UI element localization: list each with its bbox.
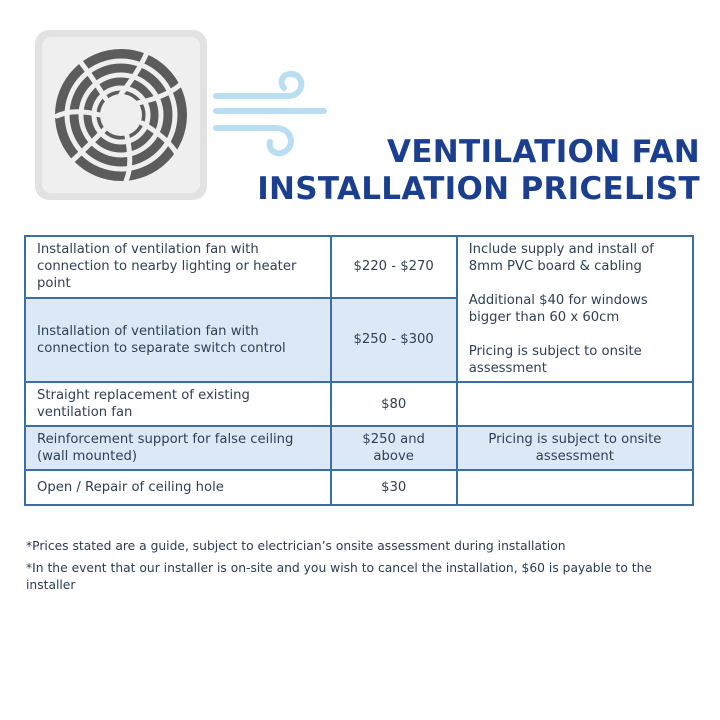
note-cell	[457, 382, 693, 426]
merged-note-cell	[457, 236, 693, 382]
note-line: Include supply and install of 8mm PVC board & cabling	[468, 242, 654, 274]
ventilation-fan-icon	[35, 30, 207, 200]
note-cell	[457, 470, 693, 505]
footnotes	[26, 538, 702, 599]
price-cell: $30	[331, 470, 457, 505]
table-row	[25, 470, 693, 505]
table-row	[25, 236, 693, 298]
title-line-1: VENTILATION FAN	[387, 134, 700, 170]
service-cell: Reinforcement support for false ceiling (wall mounted)	[25, 426, 331, 470]
page-title	[257, 134, 700, 208]
footnote: *In the event that our installer is on-site and you wish to cancel the installation, $60 is payable to the installer	[26, 561, 652, 592]
price-cell: $250 and above	[331, 426, 457, 470]
service-cell: Installation of ventilation fan with connection to separate switch control	[25, 298, 331, 382]
price-cell: $220 - $270	[331, 236, 457, 298]
service-cell: Installation of ventilation fan with connection to nearby lighting or heater point	[25, 236, 331, 298]
price-cell: $80	[331, 382, 457, 426]
note-cell: Pricing is subject to onsite assessment	[457, 426, 693, 470]
title-line-2: INSTALLATION PRICELIST	[257, 171, 700, 207]
footnote: *Prices stated are a guide, subject to electrician’s onsite assessment during installation	[26, 539, 566, 553]
price-cell: $250 - $300	[331, 298, 457, 382]
table-row	[25, 426, 693, 470]
note-line: Pricing is subject to onsite assessment	[468, 344, 642, 376]
table-row	[25, 382, 693, 426]
pricelist-table	[24, 235, 694, 506]
service-cell: Straight replacement of existing ventilation fan	[25, 382, 331, 426]
note-line: Additional $40 for windows bigger than 60 x 60cm	[468, 293, 648, 325]
service-cell: Open / Repair of ceiling hole	[25, 470, 331, 505]
